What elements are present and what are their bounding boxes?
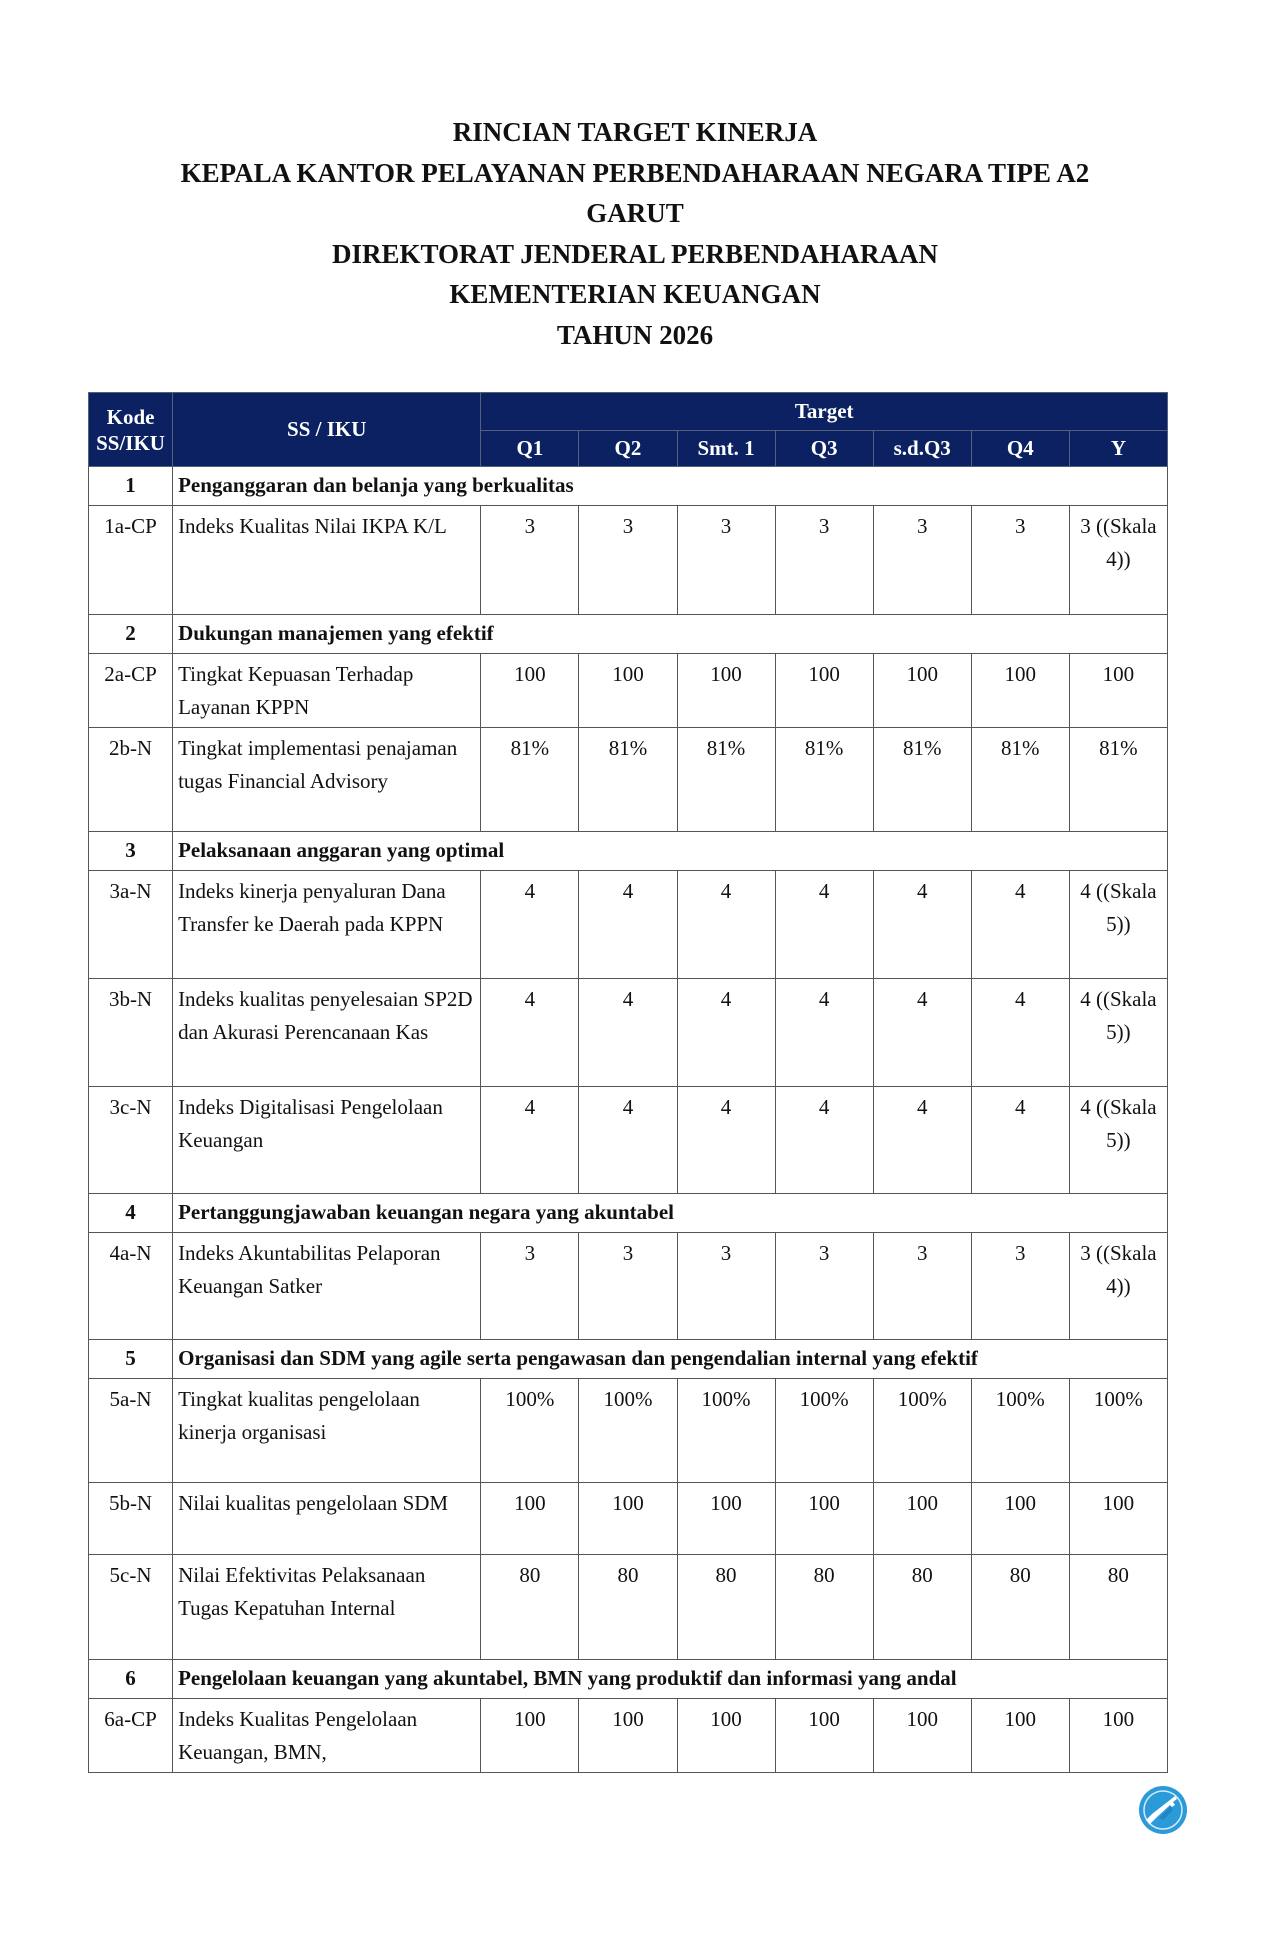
target-value: 4 xyxy=(579,979,677,1087)
target-value: 100 xyxy=(677,654,775,728)
table-row xyxy=(89,654,1168,728)
target-value: 100 xyxy=(971,654,1069,728)
target-value: 80 xyxy=(971,1555,1069,1660)
group-kode: 4 xyxy=(89,1194,173,1233)
iku-kode: 5b-N xyxy=(89,1483,173,1555)
target-value: 100 xyxy=(775,1483,873,1555)
target-value: 4 xyxy=(775,1087,873,1194)
group-row xyxy=(89,467,1168,506)
target-value: 3 xyxy=(481,1233,579,1340)
target-value: 3 ((Skala 4)) xyxy=(1069,506,1167,615)
target-value: 81% xyxy=(775,728,873,832)
target-value: 3 xyxy=(579,506,677,615)
iku-kode: 2a-CP xyxy=(89,654,173,728)
iku-name: Indeks Digitalisasi Pengelolaan Keuangan xyxy=(173,1087,481,1194)
target-value: 100 xyxy=(579,1483,677,1555)
target-value: 80 xyxy=(1069,1555,1167,1660)
group-title: Pertanggungjawaban keuangan negara yang akuntabel xyxy=(173,1194,1168,1233)
target-value: 100% xyxy=(971,1379,1069,1483)
iku-name: Nilai kualitas pengelolaan SDM xyxy=(173,1483,481,1555)
target-value: 4 xyxy=(677,871,775,979)
group-row xyxy=(89,1340,1168,1379)
header-q2: Q2 xyxy=(579,431,677,467)
iku-kode: 3c-N xyxy=(89,1087,173,1194)
iku-name: Indeks Kualitas Nilai IKPA K/L xyxy=(173,506,481,615)
iku-kode: 4a-N xyxy=(89,1233,173,1340)
target-value: 100 xyxy=(579,654,677,728)
target-value: 100% xyxy=(579,1379,677,1483)
target-value: 4 xyxy=(971,979,1069,1087)
target-value: 80 xyxy=(873,1555,971,1660)
target-value: 80 xyxy=(677,1555,775,1660)
group-row xyxy=(89,832,1168,871)
table-row xyxy=(89,1087,1168,1194)
target-value: 3 xyxy=(481,506,579,615)
target-value: 100% xyxy=(873,1379,971,1483)
table-row xyxy=(89,728,1168,832)
iku-name: Tingkat Kepuasan Terhadap Layanan KPPN xyxy=(173,654,481,728)
target-value: 100% xyxy=(775,1379,873,1483)
table-body xyxy=(89,467,1168,1773)
target-value: 4 ((Skala 5)) xyxy=(1069,871,1167,979)
iku-kode: 3a-N xyxy=(89,871,173,979)
header-q1: Q1 xyxy=(481,431,579,467)
header-smt1: Smt. 1 xyxy=(677,431,775,467)
target-value: 4 xyxy=(579,871,677,979)
header-target: Target xyxy=(481,393,1168,431)
target-value: 4 xyxy=(873,979,971,1087)
title-line: RINCIAN TARGET KINERJA xyxy=(452,117,818,147)
target-value: 4 xyxy=(481,1087,579,1194)
target-value: 3 ((Skala 4)) xyxy=(1069,1233,1167,1340)
iku-name: Indeks kualitas penyelesaian SP2D dan Akurasi Perencanaan Kas xyxy=(173,979,481,1087)
target-value: 100 xyxy=(873,1699,971,1773)
table-row xyxy=(89,1483,1168,1555)
group-title: Organisasi dan SDM yang agile serta pengawasan dan pengendalian internal yang efektif xyxy=(173,1340,1168,1379)
title-line: KEPALA KANTOR PELAYANAN PERBENDAHARAAN NEGARA TIPE A2 xyxy=(180,157,1090,188)
header-kode: Kode SS/IKU xyxy=(89,393,173,467)
target-value: 100 xyxy=(481,1699,579,1773)
target-value: 100 xyxy=(775,654,873,728)
header-sdq3: s.d.Q3 xyxy=(873,431,971,467)
target-value: 81% xyxy=(579,728,677,832)
title-line: DIREKTORAT JENDERAL PERBENDAHARAAN xyxy=(331,238,939,269)
target-value: 100 xyxy=(579,1699,677,1773)
iku-kode: 5a-N xyxy=(89,1379,173,1483)
target-value: 100 xyxy=(1069,654,1167,728)
document-title xyxy=(0,112,1270,355)
target-value: 4 ((Skala 5)) xyxy=(1069,979,1167,1087)
target-value: 3 xyxy=(579,1233,677,1340)
target-value: 3 xyxy=(775,506,873,615)
target-value: 3 xyxy=(677,506,775,615)
iku-kode: 2b-N xyxy=(89,728,173,832)
target-value: 100 xyxy=(971,1483,1069,1555)
table-row xyxy=(89,1233,1168,1340)
target-value: 81% xyxy=(677,728,775,832)
target-value: 80 xyxy=(775,1555,873,1660)
target-value: 80 xyxy=(579,1555,677,1660)
group-kode: 1 xyxy=(89,467,173,506)
target-value: 4 xyxy=(481,871,579,979)
group-title: Pengelolaan keuangan yang akuntabel, BMN yang produktif dan informasi yang andal xyxy=(173,1660,1168,1699)
iku-kode: 6a-CP xyxy=(89,1699,173,1773)
target-value: 4 xyxy=(579,1087,677,1194)
iku-kode: 5c-N xyxy=(89,1555,173,1660)
group-title: Pelaksanaan anggaran yang optimal xyxy=(173,832,1168,871)
target-value: 4 ((Skala 5)) xyxy=(1069,1087,1167,1194)
target-value: 100 xyxy=(677,1699,775,1773)
iku-name: Indeks Akuntabilitas Pelaporan Keuangan Satker xyxy=(173,1233,481,1340)
target-value: 100 xyxy=(1069,1483,1167,1555)
target-value: 100% xyxy=(677,1379,775,1483)
target-value: 80 xyxy=(481,1555,579,1660)
target-value: 100 xyxy=(481,1483,579,1555)
target-value: 4 xyxy=(775,979,873,1087)
header-q3: Q3 xyxy=(775,431,873,467)
target-value: 100% xyxy=(481,1379,579,1483)
target-value: 4 xyxy=(481,979,579,1087)
target-value: 3 xyxy=(775,1233,873,1340)
target-value: 81% xyxy=(1069,728,1167,832)
iku-name: Indeks kinerja penyaluran Dana Transfer ke Daerah pada KPPN xyxy=(173,871,481,979)
target-table xyxy=(88,392,1168,1773)
table-row xyxy=(89,1555,1168,1660)
group-row xyxy=(89,1660,1168,1699)
iku-kode: 1a-CP xyxy=(89,506,173,615)
target-value: 4 xyxy=(677,979,775,1087)
target-value: 3 xyxy=(971,506,1069,615)
table-row xyxy=(89,979,1168,1087)
group-title: Dukungan manajemen yang efektif xyxy=(173,615,1168,654)
target-value: 81% xyxy=(873,728,971,832)
target-value: 4 xyxy=(971,1087,1069,1194)
table-row xyxy=(89,1379,1168,1483)
table-header xyxy=(89,393,1168,467)
target-value: 100 xyxy=(873,1483,971,1555)
key-badge-icon xyxy=(1137,1784,1189,1836)
title-line: KEMENTERIAN KEUANGAN xyxy=(449,279,821,309)
target-value: 4 xyxy=(775,871,873,979)
target-value: 4 xyxy=(873,1087,971,1194)
target-value: 4 xyxy=(677,1087,775,1194)
table-row xyxy=(89,1699,1168,1773)
group-title: Penganggaran dan belanja yang berkualitas xyxy=(173,467,1168,506)
header-q4: Q4 xyxy=(971,431,1069,467)
target-value: 100 xyxy=(873,654,971,728)
header-ss-iku: SS / IKU xyxy=(173,393,481,467)
header-y: Y xyxy=(1069,431,1167,467)
group-kode: 2 xyxy=(89,615,173,654)
target-value: 4 xyxy=(873,871,971,979)
group-row xyxy=(89,1194,1168,1233)
target-value: 100 xyxy=(677,1483,775,1555)
table-row xyxy=(89,871,1168,979)
title-line: TAHUN 2026 xyxy=(556,319,714,350)
group-kode: 3 xyxy=(89,832,173,871)
target-value: 3 xyxy=(873,1233,971,1340)
iku-name: Indeks Kualitas Pengelolaan Keuangan, BMN, xyxy=(173,1699,481,1773)
iku-name: Tingkat kualitas pengelolaan kinerja organisasi xyxy=(173,1379,481,1483)
target-value: 100 xyxy=(971,1699,1069,1773)
target-value: 100% xyxy=(1069,1379,1167,1483)
iku-name: Nilai Efektivitas Pelaksanaan Tugas Kepatuhan Internal xyxy=(173,1555,481,1660)
table-row xyxy=(89,506,1168,615)
target-value: 3 xyxy=(873,506,971,615)
target-value: 3 xyxy=(971,1233,1069,1340)
target-value: 100 xyxy=(775,1699,873,1773)
iku-name: Tingkat implementasi penajaman tugas Financial Advisory xyxy=(173,728,481,832)
group-row xyxy=(89,615,1168,654)
group-kode: 6 xyxy=(89,1660,173,1699)
target-value: 3 xyxy=(677,1233,775,1340)
group-kode: 5 xyxy=(89,1340,173,1379)
title-line: GARUT xyxy=(586,198,684,228)
iku-kode: 3b-N xyxy=(89,979,173,1087)
target-value: 100 xyxy=(1069,1699,1167,1773)
target-value: 81% xyxy=(971,728,1069,832)
target-value: 81% xyxy=(481,728,579,832)
target-value: 100 xyxy=(481,654,579,728)
target-value: 4 xyxy=(971,871,1069,979)
